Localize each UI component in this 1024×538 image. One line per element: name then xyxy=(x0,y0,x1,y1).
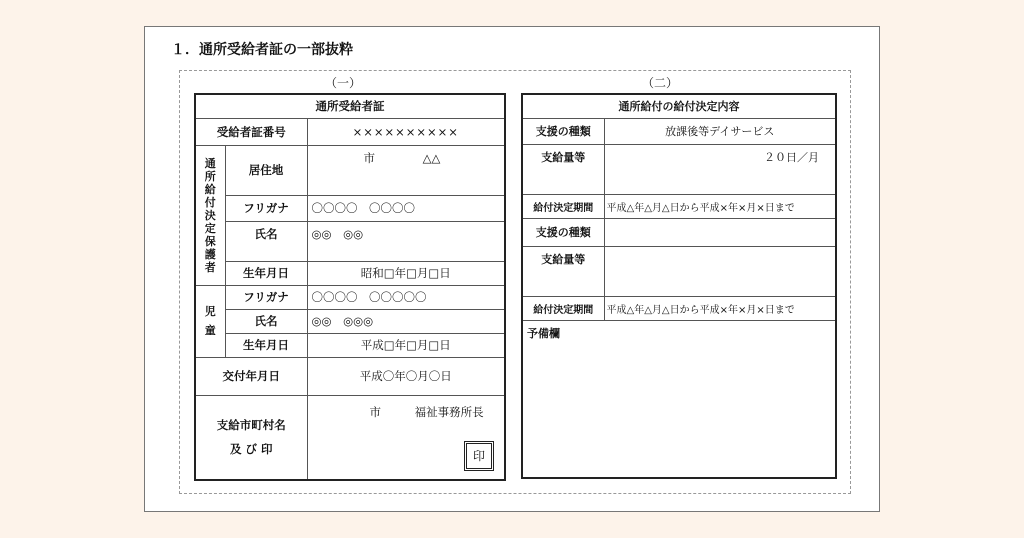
guardianGroup-char: 保 xyxy=(204,234,216,248)
amount-label: 支給量等 xyxy=(522,144,604,194)
amount-label-2: 支給量等 xyxy=(522,246,604,296)
panel-label-two: （二） xyxy=(642,76,679,90)
amount-value-2 xyxy=(604,246,836,296)
guardianGroup-char: 給 xyxy=(204,182,216,196)
guardianGroup-char: 定 xyxy=(204,221,216,235)
municipality-value-cell xyxy=(307,395,505,480)
guardian-name-label: 氏名 xyxy=(225,221,307,261)
child-birth-label: 生年月日 xyxy=(225,333,307,357)
child-name-value: ◎◎ ◎◎◎ xyxy=(307,309,505,333)
guardian-name-value: ◎◎ ◎◎ xyxy=(307,221,505,261)
child-birth-value: 平成□年□月□日 xyxy=(307,333,505,357)
seal-stamp: 印 xyxy=(464,441,494,471)
guardian-kana-label: フリガナ xyxy=(225,195,307,221)
benefit-decision-card xyxy=(521,93,837,479)
municipality-label xyxy=(195,395,307,480)
guardianGroup-char: 付 xyxy=(204,195,216,209)
guardianGroup-char: 護 xyxy=(204,247,216,261)
address-value xyxy=(307,145,505,195)
childGroup-char: 童 xyxy=(204,324,216,337)
guardian-kana-value: 〇〇〇〇 〇〇〇〇 xyxy=(307,195,505,221)
guardian-birth-value: 昭和□年□月□日 xyxy=(307,261,505,285)
guardianGroup-char: 通 xyxy=(204,156,216,170)
childGroup-char: 児 xyxy=(204,305,216,318)
recipient-no-label: 受給者証番号 xyxy=(195,118,307,145)
guardian-birth-label: 生年月日 xyxy=(225,261,307,285)
municipality-city: 市 xyxy=(369,404,381,419)
recipient-certificate-card xyxy=(194,93,506,481)
page-heading: １．通所受給者証の一部抜粋 xyxy=(171,42,353,58)
guardianGroup-char: 決 xyxy=(204,208,216,222)
period-label: 給付決定期間 xyxy=(522,194,604,218)
child-kana-label: フリガナ xyxy=(225,285,307,309)
child-kana-value: 〇〇〇〇 〇〇〇〇〇 xyxy=(307,285,505,309)
reserve-field: 予備欄 xyxy=(522,320,836,478)
municipality-label-line1: 支給市町村名 xyxy=(216,418,286,433)
card2-title: 通所給付の給付決定内容 xyxy=(522,94,836,118)
municipality-label-line2: 及 び 印 xyxy=(229,442,273,457)
panel-label-one: （一） xyxy=(325,76,362,90)
excerpt-frame xyxy=(179,70,851,494)
issue-date-value: 平成〇年〇月〇日 xyxy=(307,357,505,395)
address-city: 市 xyxy=(363,150,375,165)
period-value-2: 平成△年△月△日から平成×年×月×日まで xyxy=(604,296,836,320)
child-group-label xyxy=(195,285,225,357)
recipient-no-value: ×××××××××× xyxy=(307,118,505,145)
period-value: 平成△年△月△日から平成×年×月×日まで xyxy=(604,194,836,218)
amount-value: ２０日／月 xyxy=(604,144,836,194)
period-label-2: 給付決定期間 xyxy=(522,296,604,320)
issue-date-label: 交付年月日 xyxy=(195,357,307,395)
child-name-label: 氏名 xyxy=(225,309,307,333)
municipality-office: 福祉事務所長 xyxy=(414,404,484,419)
document-page xyxy=(144,26,880,512)
address-detail: △△ xyxy=(422,150,441,165)
service-type-value: 放課後等デイサービス xyxy=(604,118,836,144)
service-type-label: 支援の種類 xyxy=(522,118,604,144)
card1-title: 通所受給者証 xyxy=(195,94,505,118)
guardianGroup-char: 所 xyxy=(204,169,216,183)
service-type-value-2 xyxy=(604,218,836,246)
guardian-group-label xyxy=(195,145,225,285)
guardianGroup-char: 者 xyxy=(204,260,216,274)
service-type-label-2: 支援の種類 xyxy=(522,218,604,246)
address-label: 居住地 xyxy=(225,145,307,195)
